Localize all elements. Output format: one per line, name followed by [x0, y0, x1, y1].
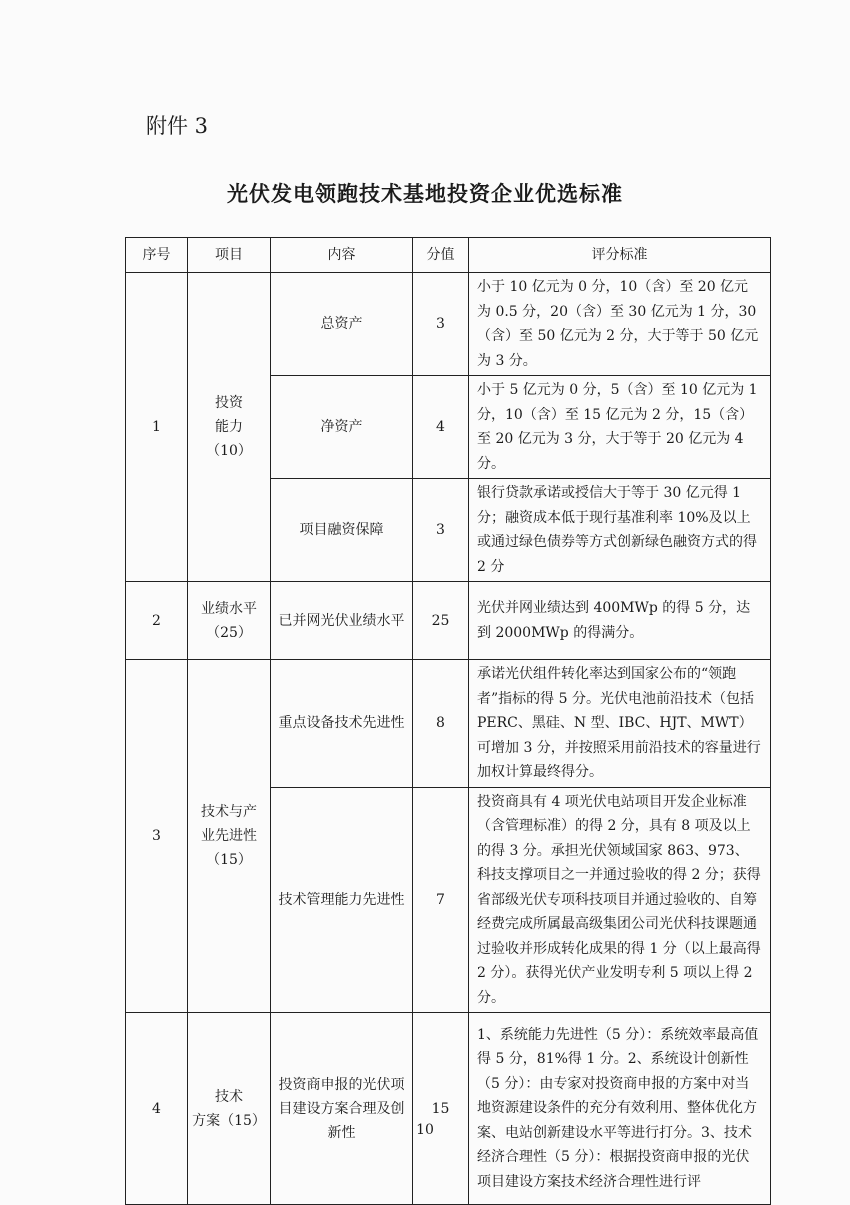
table-header-row: [126, 238, 771, 273]
score-cell: 3: [413, 479, 469, 582]
criteria-cell: 小于 10 亿元为 0 分，10（含）至 20 亿元为 0.5 分，20（含）至 30 亿元为 1 分，30（含）至 50 亿元为 2 分，大于等于 50 亿元为 3 分。: [469, 273, 771, 376]
page-number: 10: [416, 1122, 434, 1138]
header-cell: 评分标准: [469, 238, 771, 273]
item-line: 方案（15）: [192, 1112, 266, 1129]
header-cell: 内容: [271, 238, 413, 273]
criteria-cell: 承诺光伏组件转化率达到国家公布的“领跑者”指标的得 5 分。光伏电池前沿技术（包括 PERC、黑硅、N 型、IBC、HJT、MWT）可增加 3 分，并按照采用前沿技术的容量进行加权计算最终得分。: [469, 660, 771, 788]
table-row: [126, 273, 771, 376]
item-line: （10）: [206, 443, 252, 459]
table-row: [126, 660, 771, 788]
row-number: 4: [126, 1013, 188, 1205]
row-number: 1: [126, 273, 188, 582]
criteria-cell: 光伏并网业绩达到 400MWp 的得 5 分，达到 2000MWp 的得满分。: [469, 582, 771, 660]
criteria-cell: 投资商具有 4 项光伏电站项目开发企业标准（含管理标准）的得 2 分，具有 8 项及以上的得 3 分。承担光伏领域国家 863、973、科技支撑项目之一并通过验收的得 2 分；获得省部级光伏专项科技项目并通过验收的、自筹经费完成所属最高级集团公司光伏科技课题通过验收并形成转化成果的得 1 分（以上最高得 2 分）。获得光伏产业发明专利 5 项以上得 2 分。: [469, 787, 771, 1013]
header-cell: 序号: [126, 238, 188, 273]
item-line: 业绩水平: [201, 600, 257, 617]
content-cell: 投资商申报的光伏项目建设方案合理及创新性: [271, 1013, 413, 1205]
score-cell: 3: [413, 273, 469, 376]
item-cell: [188, 273, 271, 582]
item-line: 投资: [215, 395, 243, 411]
attachment-label: 附件 3: [146, 114, 209, 138]
criteria-cell: 小于 5 亿元为 0 分，5（含）至 10 亿元为 1 分，10（含）至 15 亿元为 2 分，15（含）至 20 亿元为 3 分，大于等于 20 亿元为 4 分。: [469, 376, 771, 479]
score-cell: 7: [413, 787, 469, 1013]
score-cell: 15: [413, 1013, 469, 1205]
item-cell: [188, 1013, 271, 1205]
criteria-cell: 银行贷款承诺或授信大于等于 30 亿元得 1 分；融资成本低于现行基准利率 10%及以上或通过绿色债券等方式创新绿色融资方式的得 2 分: [469, 479, 771, 582]
header-cell: 分值: [413, 238, 469, 273]
content-cell: 项目融资保障: [271, 479, 413, 582]
score-cell: 4: [413, 376, 469, 479]
item-line: 技术与产: [201, 804, 257, 820]
item-line: （25）: [206, 624, 252, 641]
table-row: [126, 582, 771, 660]
item-line: （15）: [206, 852, 252, 868]
item-cell: [188, 582, 271, 660]
score-cell: 8: [413, 660, 469, 788]
row-number: 2: [126, 582, 188, 660]
table-row: [126, 1013, 771, 1205]
item-line: 能力: [215, 419, 243, 435]
item-line: 业先进性: [201, 828, 257, 844]
content-cell: 已并网光伏业绩水平: [271, 582, 413, 660]
content-cell: 重点设备技术先进性: [271, 660, 413, 788]
criteria-table: [125, 237, 771, 1205]
item-line: 技术: [215, 1088, 243, 1105]
header-cell: 项目: [188, 238, 271, 273]
score-cell: 25: [413, 582, 469, 660]
criteria-cell: 1、系统能力先进性（5 分）：系统效率最高值得 5 分，81%得 1 分。2、系统设计创新性（5 分）：由专家对投资商申报的方案中对当地资源建设条件的充分有效利用、整体优化方案、电站创新建设水平等进行打分。3、技术经济合理性（5 分）：根据投资商申报的光伏项目建设方案技术经济合理性进行评: [469, 1013, 771, 1205]
document-title: 光伏发电领跑技术基地投资企业优选标准: [227, 181, 623, 206]
row-number: 3: [126, 660, 188, 1013]
content-cell: 技术管理能力先进性: [271, 787, 413, 1013]
content-cell: 总资产: [271, 273, 413, 376]
item-cell: [188, 660, 271, 1013]
content-cell: 净资产: [271, 376, 413, 479]
